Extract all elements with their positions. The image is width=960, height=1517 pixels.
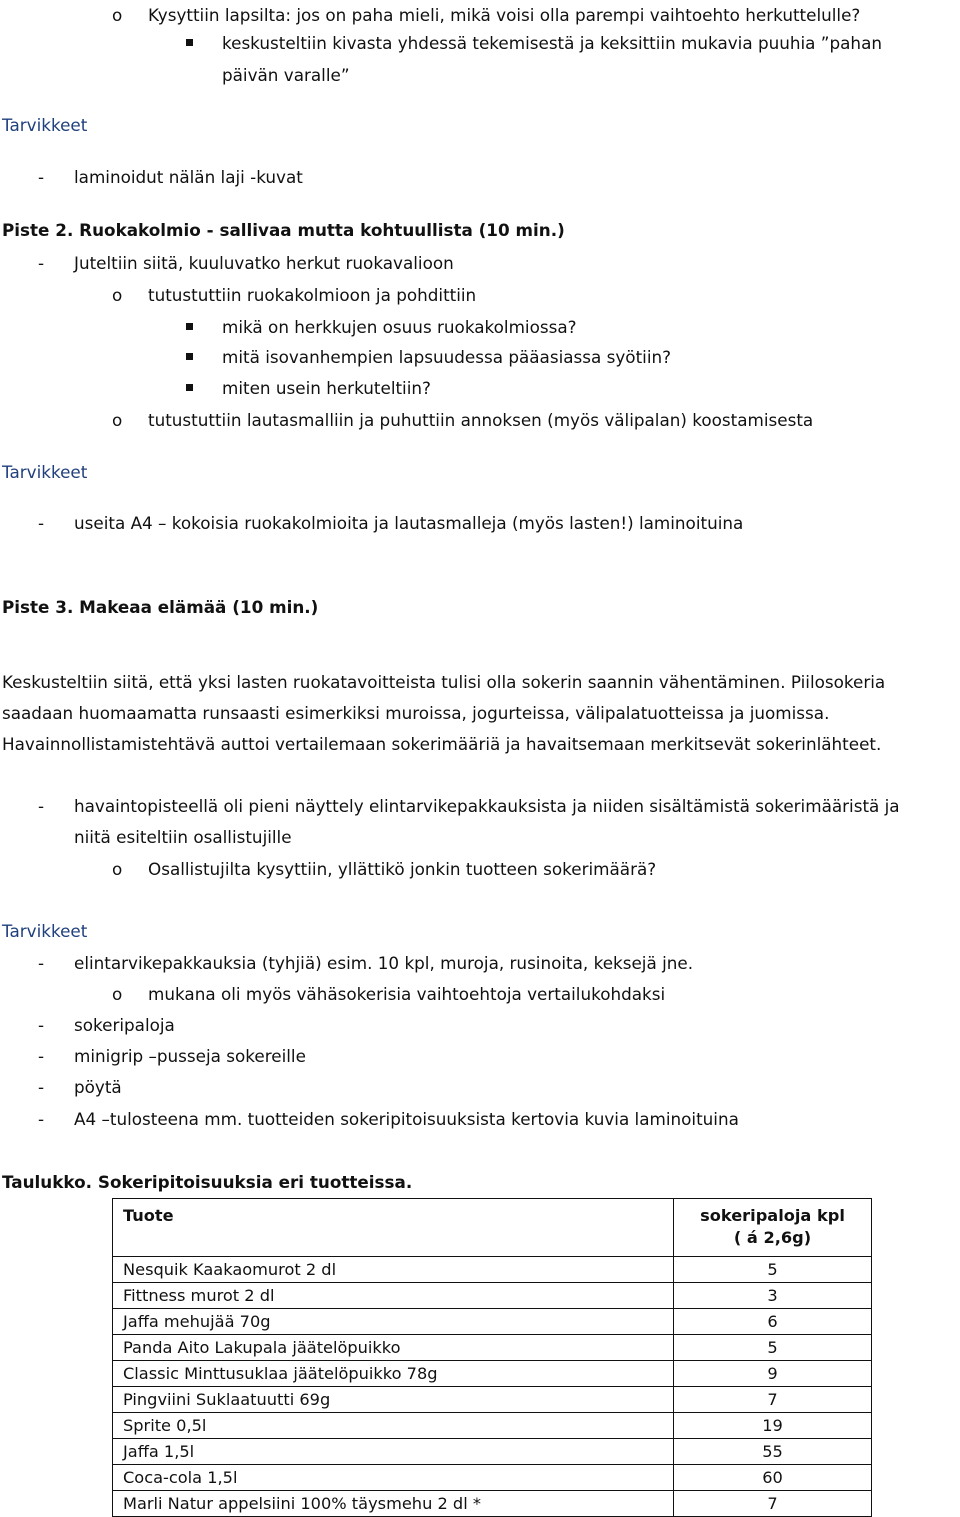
line-text: havaintopisteellä oli pieni näyttely elintarvikepakkauksista ja niiden sisältämistä sokerimääristä ja xyxy=(74,796,900,816)
cell-product: Fittness murot 2 dl xyxy=(113,1283,674,1309)
table-row xyxy=(113,1465,872,1491)
table-caption xyxy=(0,1167,960,1197)
sugar-table-container xyxy=(112,1198,872,1517)
continuation-line xyxy=(0,822,960,852)
section-heading-piste-3 xyxy=(0,592,960,622)
section-heading-piste-2 xyxy=(0,215,960,245)
table-row xyxy=(113,1309,872,1335)
cell-amount: 5 xyxy=(674,1257,872,1283)
line-text: keskusteltiin kivasta yhdessä tekemisestä ja keksittiin mukavia puuhia ”pahan xyxy=(222,33,882,53)
line-text: Piste 3. Makeaa elämää (10 min.) xyxy=(2,597,319,617)
table-row xyxy=(113,1387,872,1413)
continuation-line xyxy=(0,60,960,90)
line-text: mukana oli myös vähäsokerisia vaihtoehtoja vertailukohdaksi xyxy=(148,984,666,1004)
dash-bullet-icon: - xyxy=(38,796,45,816)
square-bullet-icon xyxy=(186,323,193,330)
line-text: useita A4 – kokoisia ruokakolmioita ja lautasmalleja (myös lasten!) laminoituina xyxy=(74,513,744,533)
cell-amount: 6 xyxy=(674,1309,872,1335)
cell-product: Jaffa 1,5l xyxy=(113,1439,674,1465)
line-text: mikä on herkkujen osuus ruokakolmiossa? xyxy=(222,317,577,337)
line-text: tutustuttiin ruokakolmioon ja pohdittiin xyxy=(148,285,477,305)
line-text: Osallistujilta kysyttiin, yllättikö jonkin tuotteen sokerimäärä? xyxy=(148,859,657,879)
sub-bullet-line xyxy=(0,979,960,1009)
tarvikkeet-heading xyxy=(0,457,960,487)
paragraph-line xyxy=(0,698,960,728)
circle-bullet-icon: o xyxy=(112,5,123,25)
square-bullet-line xyxy=(0,373,960,403)
cell-product: Pingviini Suklaatuutti 69g xyxy=(113,1387,674,1413)
table-row xyxy=(113,1335,872,1361)
cell-amount: 3 xyxy=(674,1283,872,1309)
dash-bullet-line xyxy=(0,1104,960,1134)
line-text: minigrip –pusseja sokereille xyxy=(74,1046,306,1066)
cell-amount: 5 xyxy=(674,1335,872,1361)
dash-bullet-line xyxy=(0,508,960,538)
dash-bullet-line xyxy=(0,162,960,192)
cell-product: Sprite 0,5l xyxy=(113,1413,674,1439)
header-amount xyxy=(674,1199,872,1257)
line-text: Juteltiin siitä, kuuluvatko herkut ruokavalioon xyxy=(74,253,454,273)
square-bullet-line xyxy=(0,342,960,372)
line-text: Tarvikkeet xyxy=(2,115,88,135)
square-bullet-icon xyxy=(186,384,193,391)
cell-amount: 60 xyxy=(674,1465,872,1491)
line-text: pöytä xyxy=(74,1077,122,1097)
dash-bullet-icon: - xyxy=(38,167,45,187)
line-text: laminoidut nälän laji -kuvat xyxy=(74,167,303,187)
line-text: mitä isovanhempien lapsuudessa pääasiassa syötiin? xyxy=(222,347,672,367)
tarvikkeet-heading xyxy=(0,916,960,946)
table-row xyxy=(113,1491,872,1517)
sugar-content-table xyxy=(112,1198,872,1517)
cell-amount: 55 xyxy=(674,1439,872,1465)
dash-bullet-line xyxy=(0,948,960,978)
cell-amount: 7 xyxy=(674,1387,872,1413)
square-bullet-icon xyxy=(186,39,193,46)
dash-bullet-line xyxy=(0,248,960,278)
line-text: A4 –tulosteena mm. tuotteiden sokeripitoisuuksista kertovia kuvia laminoituina xyxy=(74,1109,739,1129)
cell-product: Classic Minttusuklaa jäätelöpuikko 78g xyxy=(113,1361,674,1387)
circle-bullet-icon: o xyxy=(112,984,123,1004)
header-amount-line2: ( á 2,6g) xyxy=(733,1228,812,1247)
line-text: elintarvikepakkauksia (tyhjiä) esim. 10 kpl, muroja, rusinoita, keksejä jne. xyxy=(74,953,694,973)
square-bullet-line xyxy=(0,28,960,58)
square-bullet-line xyxy=(0,312,960,342)
sub-bullet-line xyxy=(0,0,960,30)
line-text: Kysyttiin lapsilta: jos on paha mieli, mikä voisi olla parempi vaihtoehto herkuttelulle? xyxy=(148,5,861,25)
cell-product: Nesquik Kaakaomurot 2 dl xyxy=(113,1257,674,1283)
line-text: Piste 2. Ruokakolmio - sallivaa mutta kohtuullista (10 min.) xyxy=(2,220,565,240)
header-product: Tuote xyxy=(113,1199,674,1257)
line-text: sokeripaloja xyxy=(74,1015,175,1035)
sub-bullet-line xyxy=(0,280,960,310)
dash-bullet-icon: - xyxy=(38,1015,45,1035)
line-text: Taulukko. Sokeripitoisuuksia eri tuotteissa. xyxy=(2,1172,413,1192)
line-text: päivän varalle” xyxy=(222,65,350,85)
square-bullet-icon xyxy=(186,353,193,360)
paragraph-line xyxy=(0,729,960,759)
cell-product: Panda Aito Lakupala jäätelöpuikko xyxy=(113,1335,674,1361)
table-row xyxy=(113,1283,872,1309)
circle-bullet-icon: o xyxy=(112,285,123,305)
table-row xyxy=(113,1413,872,1439)
table-row xyxy=(113,1361,872,1387)
table-row xyxy=(113,1439,872,1465)
dash-bullet-icon: - xyxy=(38,953,45,973)
cell-product: Marli Natur appelsiini 100% täysmehu 2 dl * xyxy=(113,1491,674,1517)
tarvikkeet-heading xyxy=(0,110,960,140)
header-amount-line1: sokeripaloja kpl xyxy=(700,1206,845,1225)
circle-bullet-icon: o xyxy=(112,859,123,879)
table-header-row xyxy=(113,1199,872,1257)
sub-bullet-line xyxy=(0,854,960,884)
dash-bullet-line xyxy=(0,1041,960,1071)
dash-bullet-line xyxy=(0,1010,960,1040)
line-text: tutustuttiin lautasmalliin ja puhuttiin annoksen (myös välipalan) koostamisesta xyxy=(148,410,814,430)
dash-bullet-icon: - xyxy=(38,1109,45,1129)
sub-bullet-line xyxy=(0,405,960,435)
line-text: miten usein herkuteltiin? xyxy=(222,378,431,398)
paragraph-line xyxy=(0,667,960,697)
dash-bullet-line xyxy=(0,1072,960,1102)
circle-bullet-icon: o xyxy=(112,410,123,430)
dash-bullet-icon: - xyxy=(38,513,45,533)
cell-amount: 9 xyxy=(674,1361,872,1387)
cell-product: Coca-cola 1,5l xyxy=(113,1465,674,1491)
cell-amount: 7 xyxy=(674,1491,872,1517)
table-row xyxy=(113,1257,872,1283)
line-text: Havainnollistamistehtävä auttoi vertailemaan sokerimääriä ja havaitsemaan merkitsevät sokerinlähteet. xyxy=(2,734,882,754)
line-text: niitä esiteltiin osallistujille xyxy=(74,827,292,847)
dash-bullet-icon: - xyxy=(38,1046,45,1066)
line-text: Tarvikkeet xyxy=(2,921,88,941)
line-text: Keskusteltiin siitä, että yksi lasten ruokatavoitteista tulisi olla sokerin saannin vähentäminen. Piilosokeria xyxy=(2,672,886,692)
cell-amount: 19 xyxy=(674,1413,872,1439)
dash-bullet-icon: - xyxy=(38,1077,45,1097)
line-text: saadaan huomaamatta runsaasti esimerkiksi muroissa, jogurteissa, välipalatuotteissa ja juomissa. xyxy=(2,703,830,723)
dash-bullet-line xyxy=(0,791,960,821)
dash-bullet-icon: - xyxy=(38,253,45,273)
cell-product: Jaffa mehujää 70g xyxy=(113,1309,674,1335)
line-text: Tarvikkeet xyxy=(2,462,88,482)
